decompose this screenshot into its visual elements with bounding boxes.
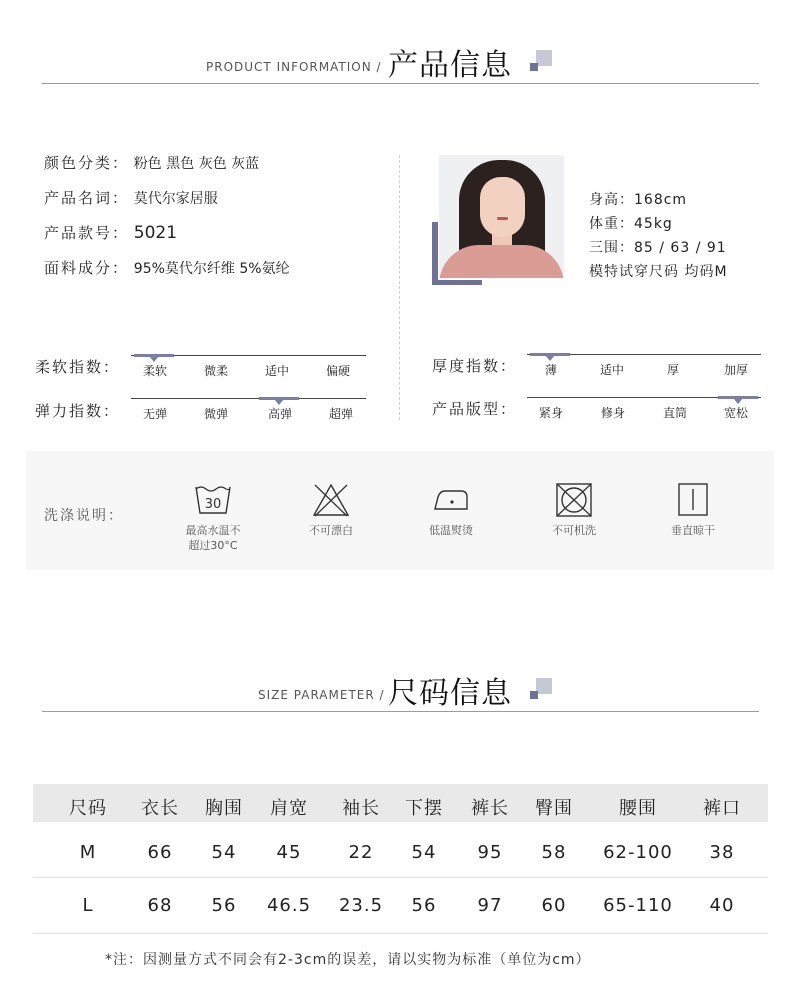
table-cell: 23.5 xyxy=(338,895,384,916)
wash-item xyxy=(173,483,253,553)
info-row-name xyxy=(44,187,218,208)
thickness-label: 厚度指数： xyxy=(432,357,518,375)
info-value: 莫代尔家居服 xyxy=(133,191,218,207)
table-header-cell: 裤长 xyxy=(471,798,509,819)
info-key: 面料成分： xyxy=(44,259,130,277)
size-param-title: 尺码信息 xyxy=(388,676,512,711)
row-divider xyxy=(33,933,768,934)
table-header-cell: 臀围 xyxy=(535,798,573,819)
table-header-cell: 裤口 xyxy=(703,798,741,819)
table-cell: 54 xyxy=(211,842,237,863)
table-header-cell: 胸围 xyxy=(205,798,243,819)
wash-item xyxy=(534,483,614,538)
photo-accent xyxy=(432,222,438,282)
no-bleach-icon xyxy=(311,483,351,517)
wash-item-label: 超过30°C xyxy=(188,539,238,552)
model-size: 模特试穿尺码 均码M xyxy=(589,264,728,280)
header-decor-square-small xyxy=(530,63,538,71)
header-decor-square xyxy=(536,50,552,66)
table-cell: 97 xyxy=(477,895,503,916)
header-decor-square xyxy=(536,678,552,694)
table-cell: 62-100 xyxy=(603,842,673,863)
table-cell: 54 xyxy=(411,842,437,863)
fit-option: 修身 xyxy=(600,406,625,420)
wash-title: 洗涤说明： xyxy=(44,508,124,524)
softness-option: 微柔 xyxy=(203,364,228,378)
table-header-cell: 肩宽 xyxy=(270,798,308,819)
softness-option: 适中 xyxy=(264,364,289,378)
table-header-cell: 袖长 xyxy=(342,798,380,819)
no-machine-wash-icon xyxy=(554,483,594,517)
info-row-fabric xyxy=(44,257,290,278)
fit-option: 宽松 xyxy=(723,406,748,420)
info-value: 95%莫代尔纤维 5%氨纶 xyxy=(133,261,290,277)
model-measurements: 三围：85 / 63 / 91 xyxy=(589,240,727,256)
softness-label: 柔软指数： xyxy=(35,358,121,376)
elasticity-option: 高弹 xyxy=(267,407,292,421)
table-cell: 22 xyxy=(348,842,374,863)
wash-item-label: 不可机洗 xyxy=(552,524,596,537)
info-value: 5021 xyxy=(133,223,178,243)
table-cell: 56 xyxy=(411,895,437,916)
table-cell: 38 xyxy=(709,842,735,863)
model-height: 身高：168cm xyxy=(589,192,688,208)
elasticity-option: 无弹 xyxy=(142,407,167,421)
fit-option: 直筒 xyxy=(662,406,687,420)
table-cell: 95 xyxy=(477,842,503,863)
wash-item-label: 低温熨烫 xyxy=(429,524,473,537)
measurement-note: *注：因测量方式不同会有2-3cm的误差，请以实物为标准（单位为cm） xyxy=(105,952,591,968)
dashed-separator xyxy=(399,155,400,420)
elasticity-option: 超弹 xyxy=(328,407,353,421)
divider xyxy=(42,83,759,84)
softness-option: 偏硬 xyxy=(325,364,350,378)
photo-accent xyxy=(432,280,482,285)
wash-item xyxy=(291,483,371,538)
product-info-title: 产品信息 xyxy=(388,48,512,83)
softness-option: 柔软 xyxy=(142,364,167,378)
table-cell: 40 xyxy=(709,895,735,916)
fit-option: 紧身 xyxy=(538,406,563,420)
wash-item xyxy=(653,483,733,538)
info-row-color xyxy=(44,152,259,173)
table-cell: L xyxy=(82,895,94,916)
wash-item-label: 最高水温不 xyxy=(185,524,241,537)
table-cell: 65-110 xyxy=(603,895,673,916)
info-row-style-no xyxy=(44,222,177,243)
fit-label: 产品版型： xyxy=(432,400,518,418)
svg-text:30: 30 xyxy=(204,497,222,512)
elasticity-scale-line xyxy=(131,398,366,399)
wash-item-label: 垂直晾干 xyxy=(671,524,715,537)
info-value: 粉色 黑色 灰色 灰蓝 xyxy=(133,156,260,172)
hang-dry-icon xyxy=(673,483,713,517)
table-header-cell: 衣长 xyxy=(141,798,179,819)
thickness-option: 适中 xyxy=(599,363,624,377)
divider xyxy=(42,711,759,712)
info-key: 产品款号： xyxy=(44,224,130,242)
table-cell: 45 xyxy=(276,842,302,863)
table-cell: 60 xyxy=(541,895,567,916)
row-divider xyxy=(33,877,768,878)
elasticity-option: 微弹 xyxy=(203,407,228,421)
table-cell: 56 xyxy=(211,895,237,916)
table-header-cell: 尺码 xyxy=(69,798,107,819)
model-photo xyxy=(439,155,564,278)
size-param-en-title: SIZE PARAMETER / xyxy=(258,688,385,702)
low-iron-icon xyxy=(431,483,471,517)
model-weight: 体重：45kg xyxy=(589,216,673,232)
product-info-en-title: PRODUCT INFORMATION / xyxy=(206,60,382,74)
table-header-cell: 下摆 xyxy=(405,798,443,819)
table-cell: 66 xyxy=(147,842,173,863)
wash-item-label: 不可漂白 xyxy=(309,524,353,537)
elasticity-label: 弹力指数： xyxy=(35,402,121,420)
table-cell: M xyxy=(79,842,97,863)
thickness-option: 厚 xyxy=(666,363,679,377)
thickness-option: 薄 xyxy=(544,363,557,377)
info-key: 产品名词： xyxy=(44,189,130,207)
table-cell: 46.5 xyxy=(266,895,312,916)
thickness-option: 加厚 xyxy=(723,363,748,377)
wash-item xyxy=(411,483,491,538)
info-key: 颜色分类： xyxy=(44,154,130,172)
table-cell: 68 xyxy=(147,895,173,916)
wash-30-icon xyxy=(193,483,233,517)
table-header-cell: 腰围 xyxy=(619,798,657,819)
table-cell: 58 xyxy=(541,842,567,863)
header-decor-square-small xyxy=(530,691,538,699)
